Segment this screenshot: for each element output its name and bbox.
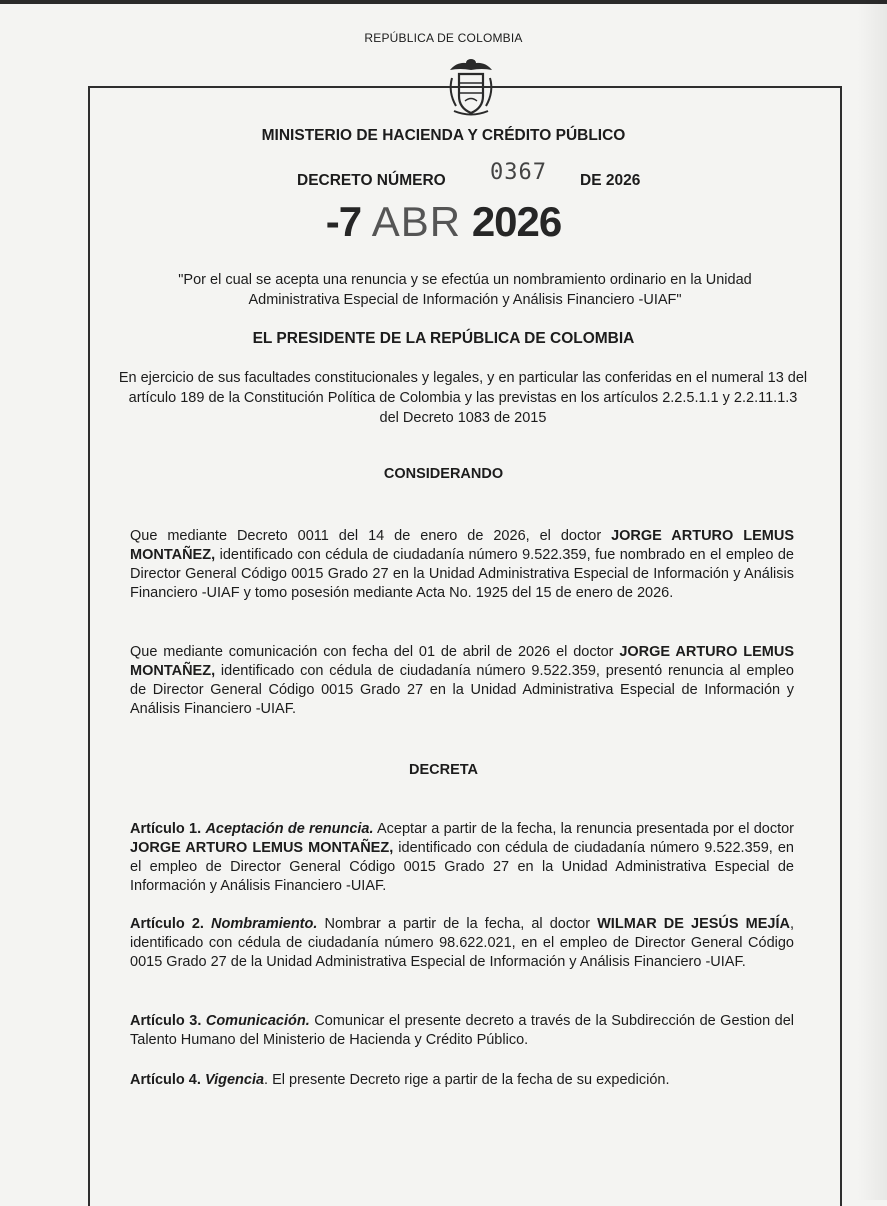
- faculties-paragraph: En ejercicio de sus facultades constitucionales y legales, y en particular las conferidas en el numeral 13 del artículo 189 de la Constitución Política de Colombia y las previstas en los artículos 2.2.5.1.1 y 2.2.11.1.3 del Decreto 1083 de 2015: [118, 370, 808, 426]
- article-1: Artículo 1. Aceptación de renuncia. Aceptar a partir de la fecha, la renuncia presentada por el doctor JORGE ARTURO LEMUS MONTAÑEZ, identificado con cédula de ciudadanía número 9.522.359, en el empleo de Director General Código 0015 Grado 27 en la Unidad Administrativa Especial de Información y Análisis Financiero -UIAF.: [130, 821, 794, 894]
- decree-number-row: [0, 160, 887, 196]
- top-edge-bar: [0, 0, 887, 4]
- article-4-title: Vigencia: [204, 1072, 265, 1088]
- decree-label: DECRETO NÚMERO: [297, 172, 446, 189]
- considerando-heading: CONSIDERANDO: [383, 466, 504, 482]
- decreta-heading: DECRETA: [408, 762, 478, 778]
- date-day: -7: [325, 198, 362, 245]
- article-3: Artículo 3. Comunicación. Comunicar el presente decreto a través de la Subdirección de Gestion del Talento Humano del Ministerio de Hacienda y Crédito Público.: [130, 1013, 794, 1048]
- considerando-paragraph-2: Que mediante comunicación con fecha del 01 de abril de 2026 el doctor JORGE ARTURO LEMUS MONTAÑEZ, identificado con cédula de ciudadanía número 9.522.359, presentó renuncia al empleo de Director General Código 0015 Grado 27 en la Unidad Administrativa Especial de Información y Análisis Financiero -UIAF.: [130, 644, 794, 717]
- decree-year: DE 2026: [580, 172, 641, 189]
- date-year: 2026: [471, 198, 562, 245]
- ministry-title: MINISTERIO DE HACIENDA Y CRÉDITO PÚBLICO: [261, 127, 626, 144]
- decree-subject: "Por el cual se acepta una renuncia y se efectúa un nombramiento ordinario en la Unidad Administrativa Especial de Información y Análisis Financiero -UIAF": [178, 272, 752, 308]
- considerando-paragraph-1: Que mediante Decreto 0011 del 14 de enero de 2026, el doctor JORGE ARTURO LEMUS MONTAÑEZ, identificado con cédula de ciudadanía número 9.522.359, fue nombrado en el empleo de Director General Código 0015 Grado 27 en la Unidad Administrativa Especial de Información y Análisis Financiero -UIAF y tomo posesión mediante Acta No. 1925 del 15 de enero de 2026.: [130, 528, 794, 601]
- country-header: REPÚBLICA DE COLOMBIA: [364, 31, 523, 45]
- article-2-title: Nombramiento.: [211, 916, 318, 932]
- article-2: Artículo 2. Nombramiento. Nombrar a partir de la fecha, al doctor WILMAR DE JESÚS MEJÍA, identificado con cédula de ciudadanía número 98.622.021, en el empleo de Director General Código 0015 Grado 27 de la Unidad Administrativa Especial de Información y Análisis Financiero -UIAF.: [130, 916, 794, 970]
- article-1-label: Artículo 1.: [130, 821, 202, 837]
- article-1-title: Aceptación de renuncia.: [205, 821, 374, 837]
- date-stamp: [0, 198, 887, 246]
- president-heading: EL PRESIDENTE DE LA REPÚBLICA DE COLOMBIA: [252, 330, 635, 347]
- page-edge-shadow: [857, 0, 887, 1200]
- decree-number: 0367: [490, 160, 547, 185]
- article-3-title: Comunicación.: [205, 1013, 310, 1029]
- date-month: ABR: [371, 198, 462, 245]
- article-2-label: Artículo 2.: [130, 916, 204, 932]
- article-3-label: Artículo 3.: [130, 1013, 202, 1029]
- article-4: Artículo 4. Vigencia. El presente Decreto rige a partir de la fecha de su expedición.: [130, 1072, 670, 1088]
- article-4-label: Artículo 4.: [130, 1072, 201, 1088]
